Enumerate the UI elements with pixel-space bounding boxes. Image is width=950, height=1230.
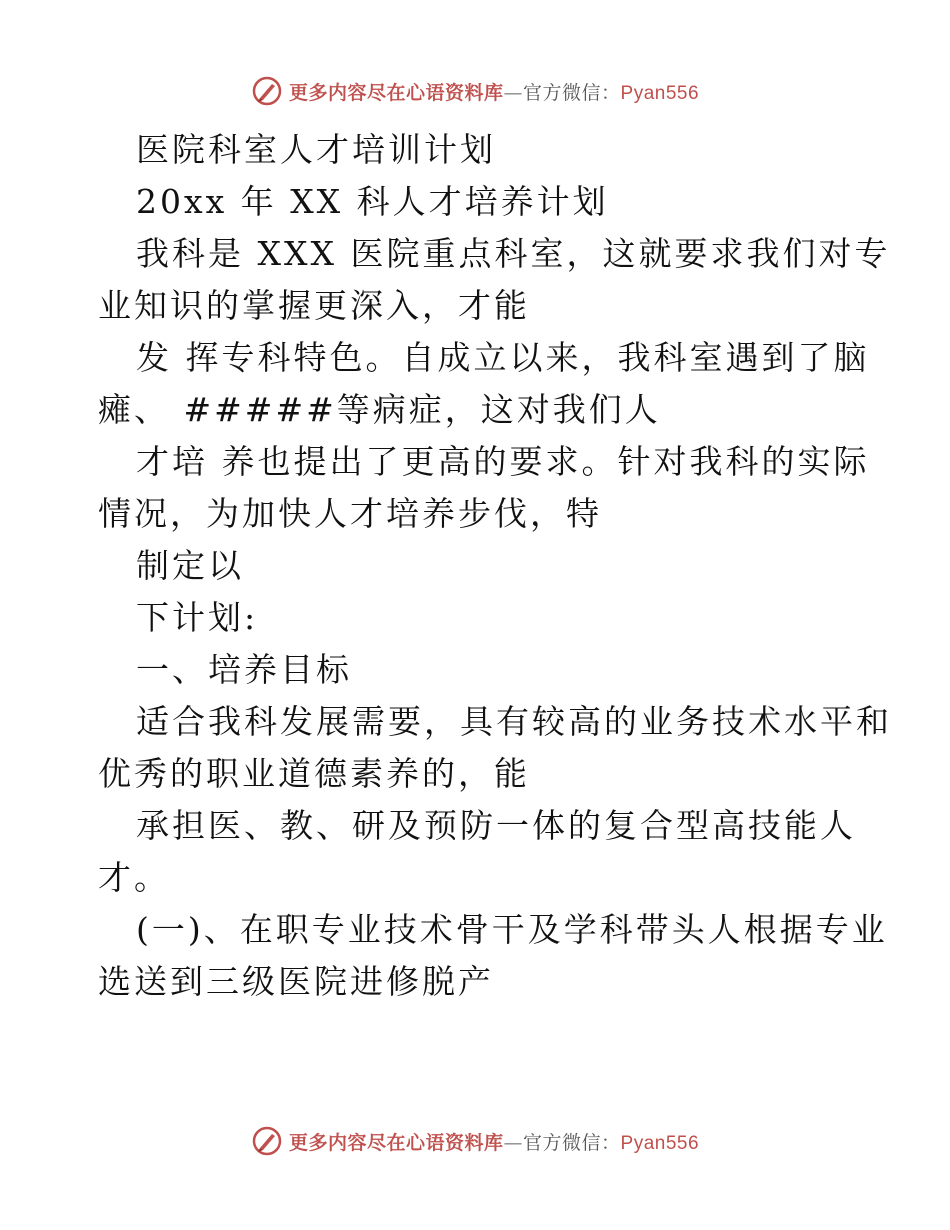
document-subtitle: 20xx 年 XX 科人才培养计划 [136,182,609,221]
quill-pen-logo-icon [251,75,283,107]
header-watermark [0,71,950,111]
section-heading: 一、培养目标 [136,650,352,689]
paragraph-line: 我科是 XXX 医院重点科室，这就要求我们对专 [136,234,891,273]
paragraph-line: 业知识的掌握更深入，才能 [98,286,530,325]
paragraph-line: 瘫、 #####等病症，这对我们人 [98,390,661,429]
watermark-text: 更多内容尽在心语资料库—官方微信：Pyan556 [288,1131,700,1154]
paragraph-line: 发 挥专科特色。自成立以来，我科室遇到了脑 [136,338,870,377]
paragraph-line: 才。 [98,858,170,897]
paragraph-line: 优秀的职业道德素养的，能 [98,754,530,793]
paragraph-line: 情况，为加快人才培养步伐，特 [98,494,602,533]
watermark-text: 更多内容尽在心语资料库—官方微信：Pyan556 [288,81,700,104]
document-body [98,124,892,1008]
footer-watermark [0,1121,950,1161]
paragraph-line: 承担医、教、研及预防一体的复合型高技能人 [136,806,856,845]
paragraph-line: 下计划: [136,598,259,637]
subsection-line: (一)、在职专业技术骨干及学科带头人根据专业 [136,910,888,949]
paragraph-line: 适合我科发展需要，具有较高的业务技术水平和 [136,702,892,741]
document-title: 医院科室人才培训计划 [136,130,496,169]
paragraph-line: 才培 养也提出了更高的要求。针对我科的实际 [136,442,870,481]
quill-pen-logo-icon [251,1125,283,1157]
paragraph-line: 选送到三级医院进修脱产 [98,962,494,1001]
paragraph-line: 制定以 [136,546,244,585]
